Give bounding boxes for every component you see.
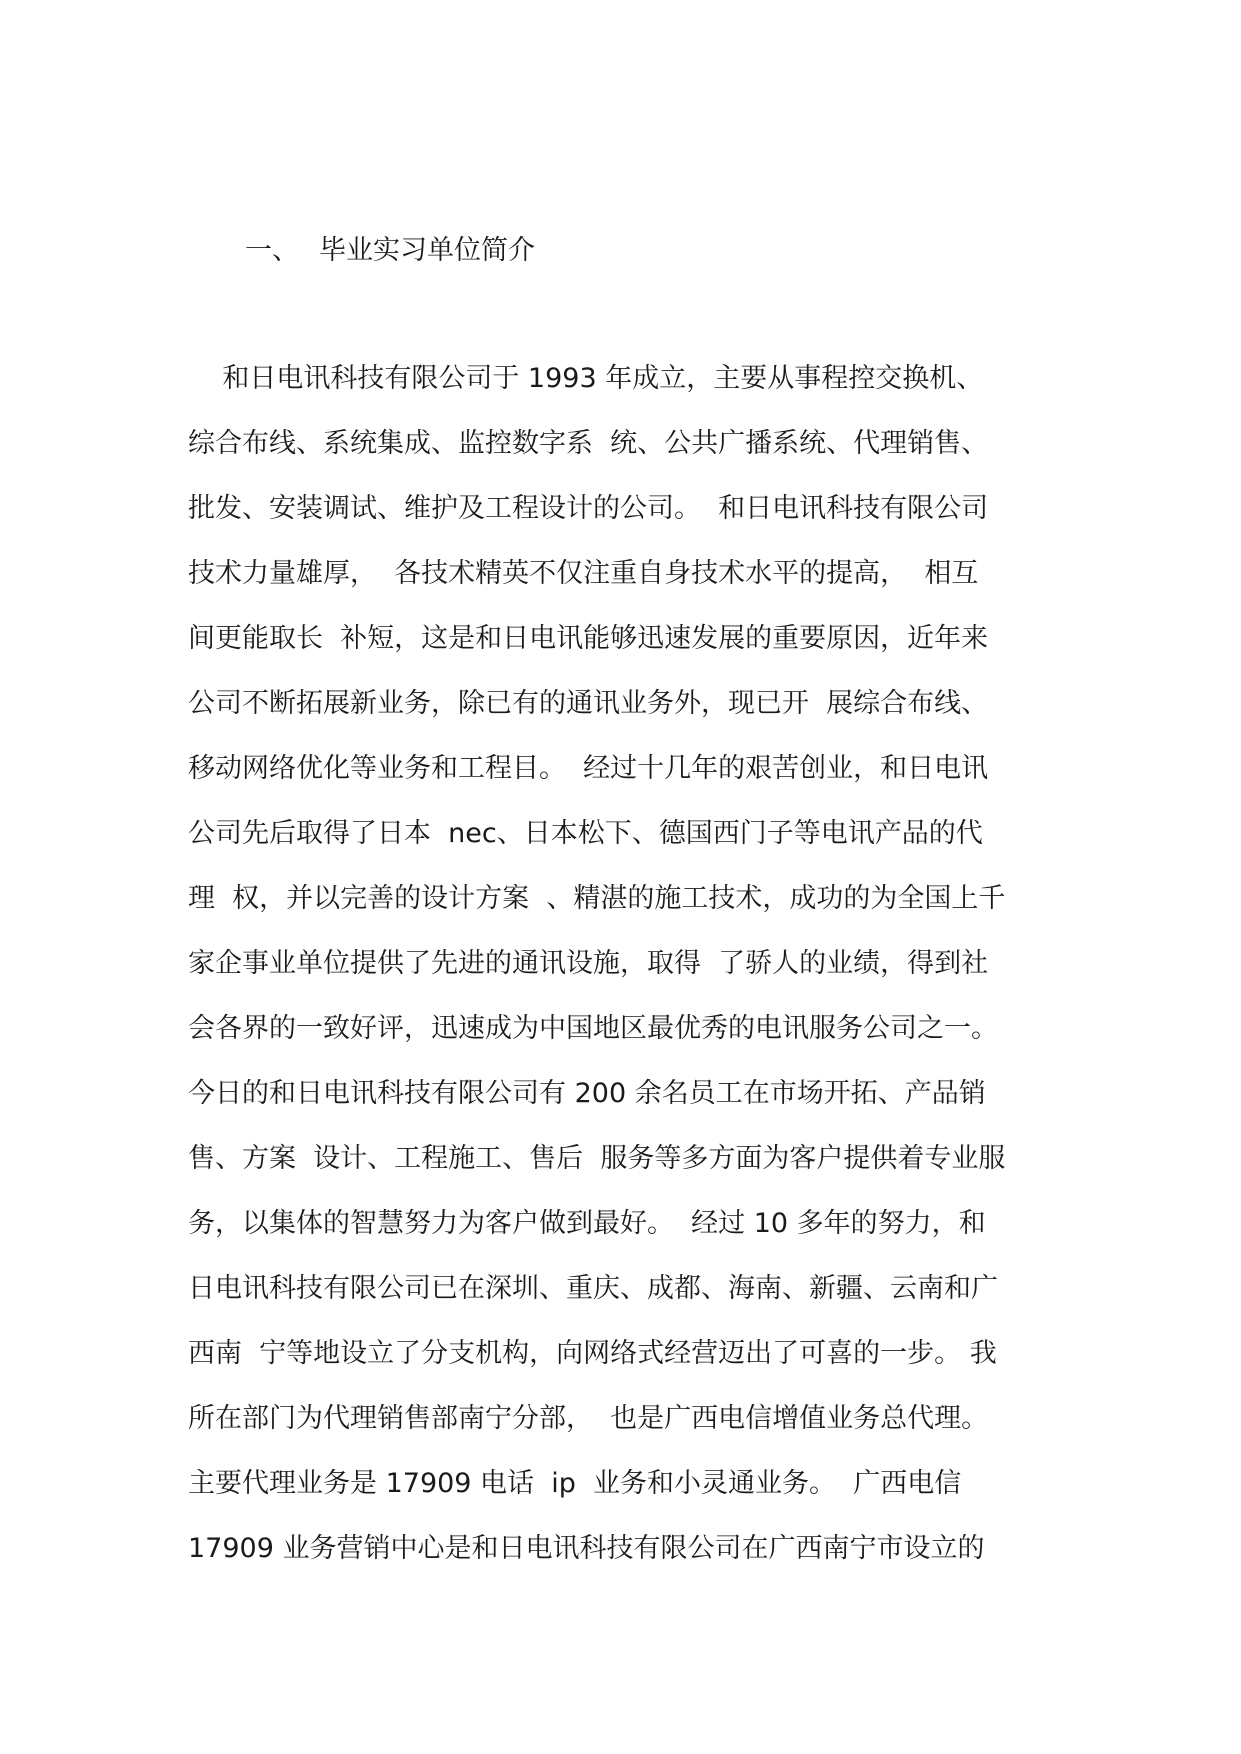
paragraph-line: 售、方案 设计、工程施工、售后 服务等多方面为客户提供着专业服: [188, 1143, 1006, 1174]
paragraph-line: 西南 宁等地设立了分支机构，向网络式经营迈出了可喜的一步。 我: [188, 1338, 997, 1369]
paragraph-line: 17909 业务营销中心是和日电讯科技有限公司在广西南宁市设立的: [188, 1533, 985, 1564]
paragraph-line: 今日的和日电讯科技有限公司有 200 余名员工在市场开拓、产品销: [188, 1078, 986, 1109]
section-number: 一、: [245, 235, 299, 266]
paragraph-line: 和日电讯科技有限公司于 1993 年成立，主要从事程控交换机、: [188, 363, 984, 394]
paragraph-line: 移动网络优化等业务和工程目。 经过十几年的艰苦创业，和日电讯: [188, 753, 989, 784]
section-title: 毕业实习单位简介: [319, 235, 535, 266]
paragraph-line: 技术力量雄厚， 各技术精英不仅注重自身技术水平的提高， 相互: [188, 558, 979, 589]
paragraph-line: 综合布线、系统集成、监控数字系 统、公共广播系统、代理销售、: [188, 428, 989, 459]
paragraph-line: 间更能取长 补短，这是和日电讯能够迅速发展的重要原因，近年来: [188, 623, 989, 654]
paragraph-line: 日电讯科技有限公司已在深圳、重庆、成都、海南、新疆、云南和广: [188, 1273, 998, 1304]
body-paragraph: [188, 356, 1188, 1591]
paragraph-line: 务，以集体的智慧努力为客户做到最好。 经过 10 多年的努力，和: [188, 1208, 986, 1239]
paragraph-line: 理 权，并以完善的设计方案 、精湛的施工技术，成功的为全国上千: [188, 883, 1006, 914]
paragraph-line: 公司先后取得了日本 nec、日本松下、德国西门子等电讯产品的代: [188, 818, 983, 849]
paragraph-line: 家企事业单位提供了先进的通讯设施，取得 了骄人的业绩，得到社: [188, 948, 989, 979]
paragraph-line: 公司不断拓展新业务，除已有的通讯业务外，现已开 展综合布线、: [188, 688, 989, 719]
paragraph-line: 批发、安装调试、维护及工程设计的公司。 和日电讯科技有限公司: [188, 493, 989, 524]
section-heading: [245, 228, 535, 274]
paragraph-line: 会各界的一致好评，迅速成为中国地区最优秀的电讯服务公司之一。: [188, 1013, 998, 1044]
paragraph-line: 所在部门为代理销售部南宁分部， 也是广西电信增值业务总代理。: [188, 1403, 989, 1434]
paragraph-line: 主要代理业务是 17909 电话 ip 业务和小灵通业务。 广西电信: [188, 1468, 962, 1499]
